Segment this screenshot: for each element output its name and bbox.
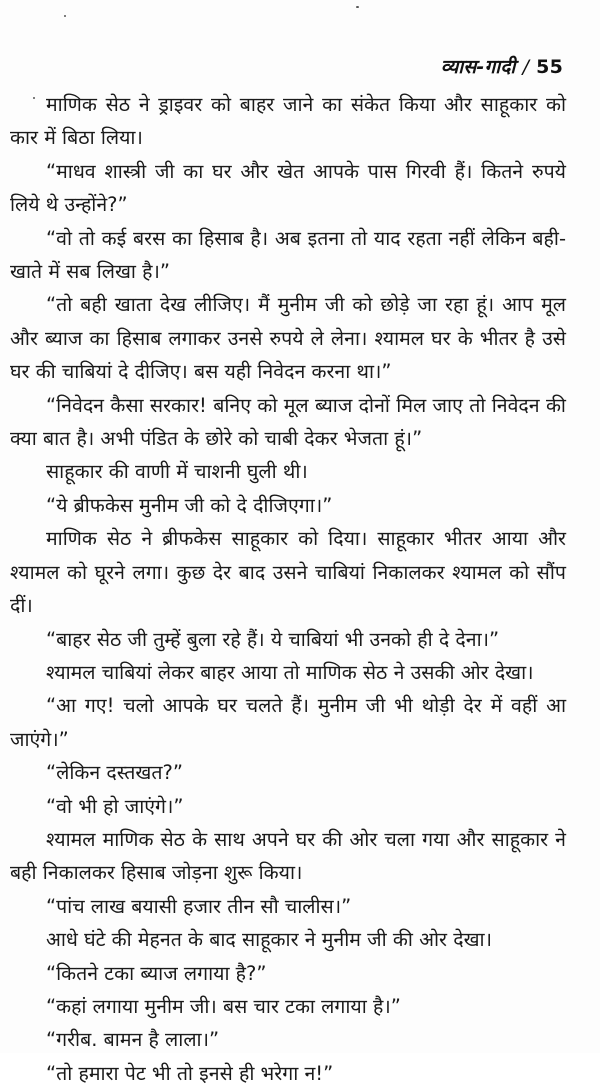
paragraph: “आ गए! चलो आपके घर चलते हैं। मुनीम जी भी थोड़ी देर में वहीं आ जाएंगे।”	[10, 694, 566, 751]
paragraph: “बाहर सेठ जी तुम्हें बुला रहे हैं। ये चाबियां भी उनको ही दे देना।”	[46, 627, 500, 651]
paragraph: “गरीब. बामन है लाला।”	[46, 1028, 220, 1052]
scan-speck	[356, 6, 359, 8]
paragraph: “तो बही खाता देख लीजिए। मैं मुनीम जी को छोड़े जा रहा हूं। आप मूल और ब्याज का हिसाब लगाकर उनसे रुपये ले लेना। श्यामल घर के भीतर है उसे घर की चाबियां दे दीजिए। बस यही निवेदन करना था।”	[10, 293, 566, 384]
paragraph: “लेकिन दस्तखत?”	[46, 761, 183, 785]
paragraph: साहूकार की वाणी में चाशनी घुली थी।	[46, 460, 308, 484]
paragraph: “कहां लगाया मुनीम जी। बस चार टका लगाया है।”	[46, 994, 401, 1018]
paragraph: “माधव शास्त्री जी का घर और खेत आपके पास गिरवी हैं। कितने रुपये लिये थे उन्होंने?”	[10, 159, 566, 217]
paragraph: “निवेदन कैसा सरकार! बनिए को मूल ब्याज दोनों मिल जाए तो निवेदन की क्या बात है। अभी पंडित के छोरे को चाबी देकर भेजता हूं।”	[10, 393, 566, 451]
paragraph: “ये ब्रीफकेस मुनीम जी को दे दीजिएगा।”	[46, 493, 333, 517]
paragraph: माणिक सेठ ने ड्राइवर को बाहर जाने का संकेत किया और साहूकार को कार में बिठा लिया।	[10, 93, 566, 150]
paragraph: श्यामल माणिक सेठ के साथ अपने घर की ओर चला गया और साहूकार ने बही निकालकर हिसाब जोड़ना शुरू किया।	[10, 827, 566, 885]
paragraph: “वो भी हो जाएंगे।”	[46, 794, 184, 818]
paragraph: “तो हमारा पेट भी तो इनसे ही भरेगा न!”	[46, 1061, 334, 1085]
paragraph: माणिक सेठ ने ब्रीफकेस साहूकार को दिया। साहूकार भीतर आया और श्यामल को घूरने लगा। कुछ देर बाद उसने चाबियां निकालकर श्यामल को सौंप दीं।	[10, 527, 566, 618]
paragraph: श्यामल चाबियां लेकर बाहर आया तो माणिक सेठ ने उसकी ओर देखा।	[46, 660, 534, 684]
header-separator: /	[522, 56, 530, 78]
scan-speck	[64, 15, 66, 17]
body-text	[10, 88, 566, 1090]
paragraph: “वो तो कई बरस का हिसाब है। अब इतना तो याद रहता नहीं लेकिन बही-खाते में सब लिखा है।”	[10, 226, 566, 284]
running-head	[441, 53, 563, 79]
book-title: व्यास-गादी	[440, 56, 516, 78]
paragraph: “कितने टका ब्याज लगाया है?”	[46, 961, 267, 985]
paragraph: आधे घंटे की मेहनत के बाद साहूकार ने मुनीम जी की ओर देखा।	[46, 928, 492, 952]
page-number: 55	[536, 56, 563, 78]
paragraph: “पांच लाख बयासी हजार तीन सौ चालीस।”	[46, 894, 352, 918]
